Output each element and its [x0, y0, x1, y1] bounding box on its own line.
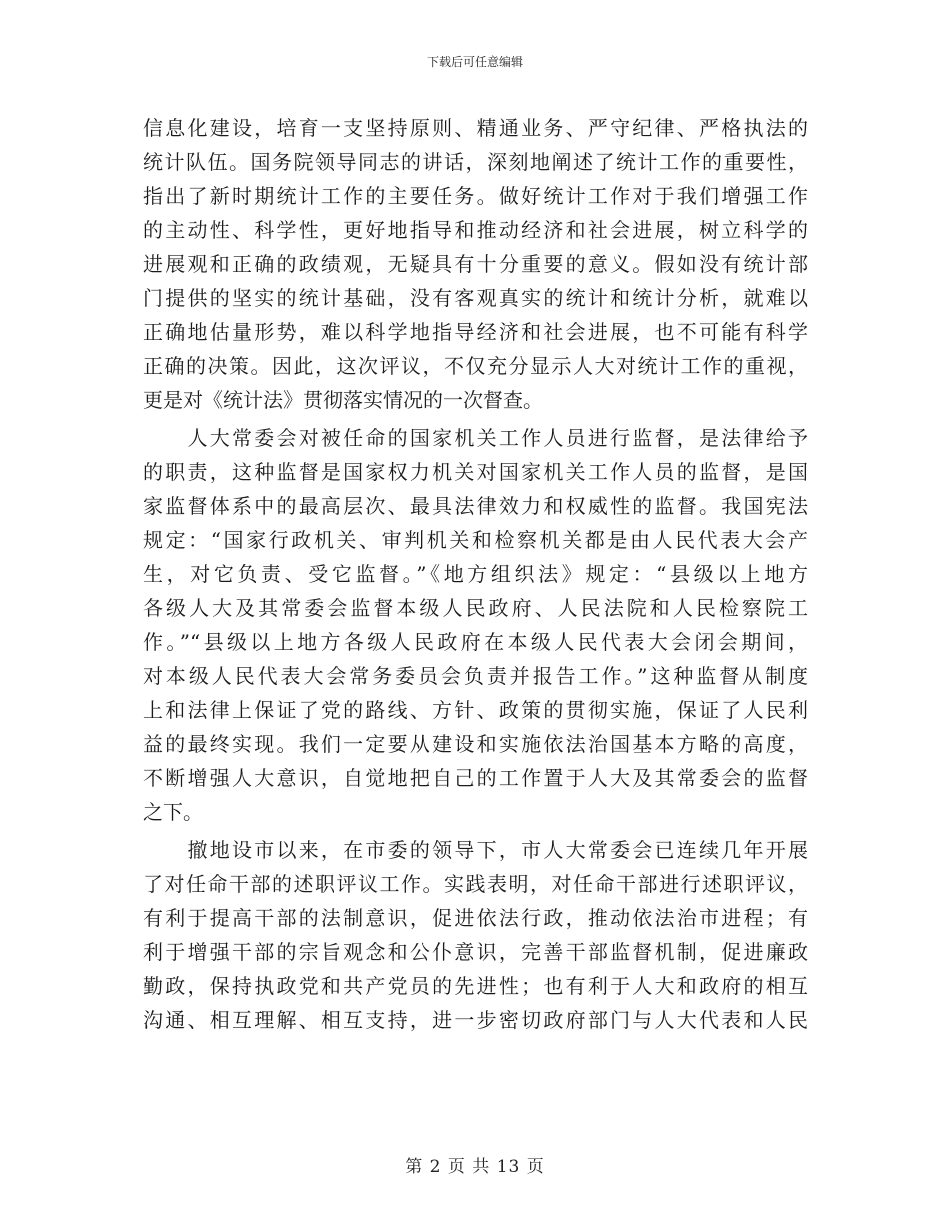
text-line: 家监督体系中的最高层次、最具法律效力和权威性的监督。我国宪法: [143, 494, 808, 518]
text-line: 勤政，保持执政党和共产党员的先进性；也有利于人大和政府的相互: [143, 974, 808, 998]
text-line: 的主动性、科学性，更好地指导和推动经济和社会进展，树立科学的: [143, 218, 808, 242]
text-line: 统计队伍。国务院领导同志的讲话，深刻地阐述了统计工作的重要性，: [143, 150, 808, 174]
text-line: 有利于提高干部的法制意识，促进依法行政，推动依法治市进程；有: [143, 906, 808, 930]
text-line: 门提供的坚实的统计基础，没有客观真实的统计和统计分析，就难以: [143, 286, 808, 310]
text-line: 生，对它负责、受它监督。”《地方组织法》规定：“县级以上地方: [143, 562, 808, 586]
text-line: 的职责，这种监督是国家权力机关对国家机关工作人员的监督，是国: [143, 460, 808, 484]
text-line: 益的最终实现。我们一定要从建设和实施依法治国基本方略的高度，: [143, 732, 808, 756]
text-line: 规定：“国家行政机关、审判机关和检察机关都是由人民代表大会产: [143, 528, 808, 552]
text-line: 了对任命干部的述职评议工作。实践表明，对任命干部进行述职评议，: [143, 872, 808, 896]
text-line: 对本级人民代表大会常务委员会负责并报告工作。”这种监督从制度: [143, 664, 808, 688]
page-footer: 第 2 页 共 13 页: [405, 1157, 545, 1177]
text-line: 正确地估量形势，难以科学地指导经济和社会进展，也不可能有科学: [143, 320, 808, 344]
text-line: 利于增强干部的宗旨观念和公仆意识，完善干部监督机制，促进廉政: [143, 940, 808, 964]
text-line: 沟通、相互理解、相互支持，进一步密切政府部门与人大代表和人民: [143, 1008, 808, 1032]
text-line: 撤地设市以来，在市委的领导下，市人大常委会已连续几年开展: [143, 838, 808, 862]
text-line: 各级人大及其常委会监督本级人民政府、人民法院和人民检察院工: [143, 596, 808, 620]
paragraph: [143, 833, 808, 1037]
text-line: 之下。: [143, 800, 203, 824]
text-line: 正确的决策。因此，这次评议，不仅充分显示人大对统计工作的重视，: [143, 354, 808, 378]
paragraph: [143, 421, 808, 829]
text-line: 不断增强人大意识，自觉地把自己的工作置于人大及其常委会的监督: [143, 766, 808, 790]
page-header: 下载后可任意编辑: [426, 55, 523, 69]
paragraph: [143, 111, 808, 417]
text-line: 指出了新时期统计工作的主要任务。做好统计工作对于我们增强工作: [143, 184, 808, 208]
document-body: [143, 111, 808, 1037]
text-line: 进展观和正确的政绩观，无疑具有十分重要的意义。假如没有统计部: [143, 252, 808, 276]
text-line: 作。”“县级以上地方各级人民政府在本级人民代表大会闭会期间，: [143, 630, 808, 654]
text-line: 更是对《统计法》贯彻落实情况的一次督查。: [143, 388, 543, 412]
text-line: 信息化建设，培育一支坚持原则、精通业务、严守纪律、严格执法的: [143, 116, 808, 140]
text-line: 人大常委会对被任命的国家机关工作人员进行监督，是法律给予: [143, 426, 808, 450]
text-line: 上和法律上保证了党的路线、方针、政策的贯彻实施，保证了人民利: [143, 698, 808, 722]
